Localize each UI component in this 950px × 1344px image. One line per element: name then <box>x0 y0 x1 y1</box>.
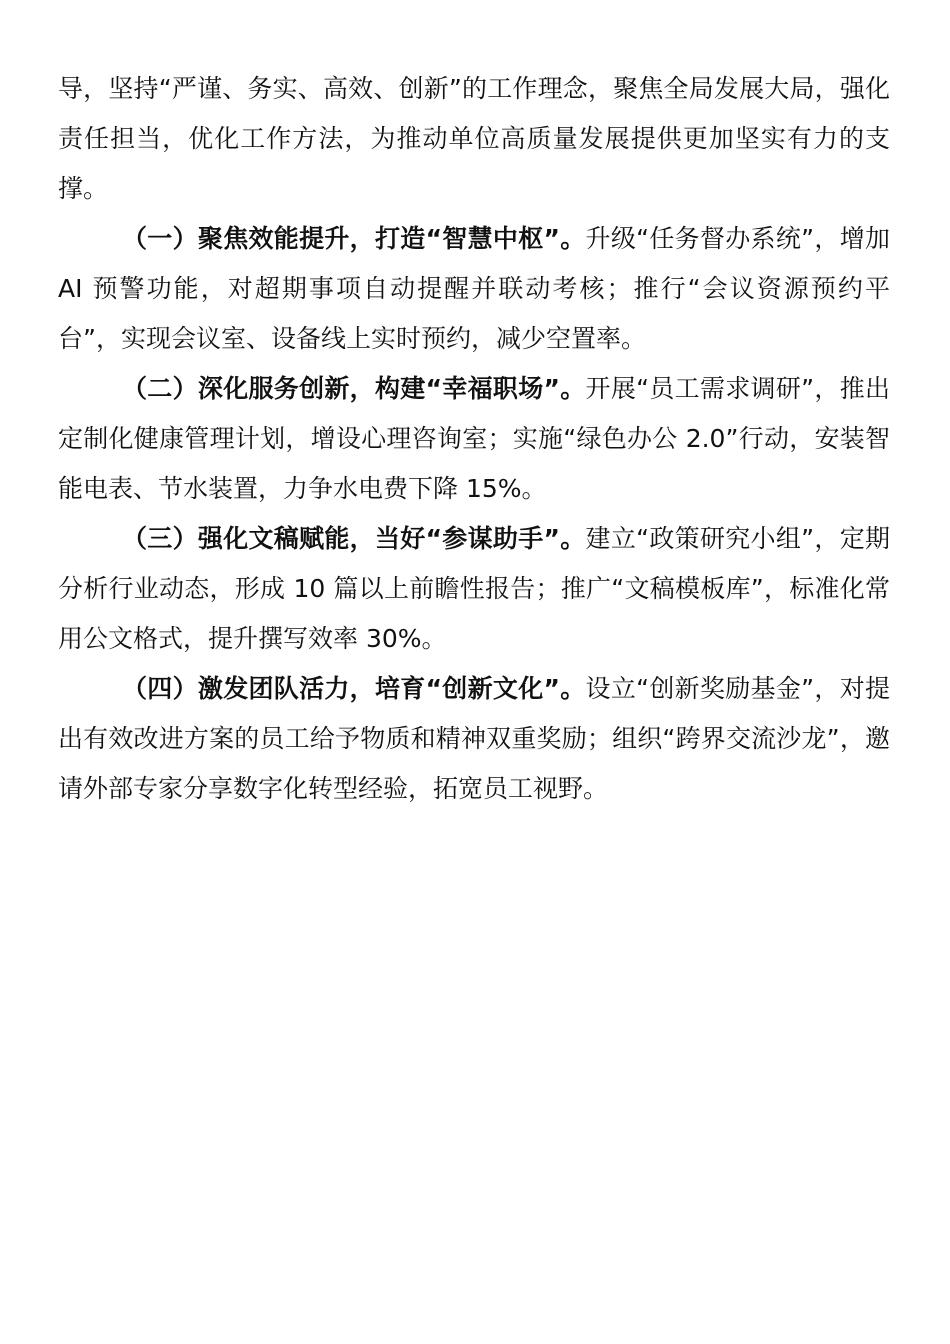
section-paragraph-1 <box>58 214 890 364</box>
section-heading-3: （三）强化文稿赋能，当好“参谋助手”。 <box>122 524 586 553</box>
section-paragraph-4 <box>58 664 890 814</box>
section-paragraph-3 <box>58 514 890 664</box>
section-body-4: 设立“创新奖励基金”，对提出有效改进方案的员工给予物质和精神双重奖励；组织“跨界交流沙龙”，邀请外部专家分享数字化转型经验，拓宽员工视野。 <box>58 674 890 803</box>
section-body-2: 开展“员工需求调研”，推出定制化健康管理计划，增设心理咨询室；实施“绿色办公 2.0”行动，安装智能电表、节水装置，力争水电费下降 15%。 <box>58 374 890 503</box>
section-paragraph-2 <box>58 364 890 514</box>
section-body-3: 建立“政策研究小组”，定期分析行业动态，形成 10 篇以上前瞻性报告；推广“文稿模板库”，标准化常用公文格式，提升撰写效率 30%。 <box>58 524 890 653</box>
document-body <box>58 64 890 814</box>
section-heading-4: （四）激发团队活力，培育“创新文化”。 <box>122 674 586 703</box>
intro-paragraph: 导，坚持“严谨、务实、高效、创新”的工作理念，聚焦全局发展大局，强化责任担当，优化工作方法，为推动单位高质量发展提供更加坚实有力的支撑。 <box>58 74 890 203</box>
section-heading-2: （二）深化服务创新，构建“幸福职场”。 <box>122 374 586 403</box>
section-heading-1: （一）聚焦效能提升，打造“智慧中枢”。 <box>122 224 586 253</box>
section-body-1: 升级“任务督办系统”，增加 AI 预警功能，对超期事项自动提醒并联动考核；推行“会议资源预约平台”，实现会议室、设备线上实时预约，减少空置率。 <box>58 224 890 353</box>
